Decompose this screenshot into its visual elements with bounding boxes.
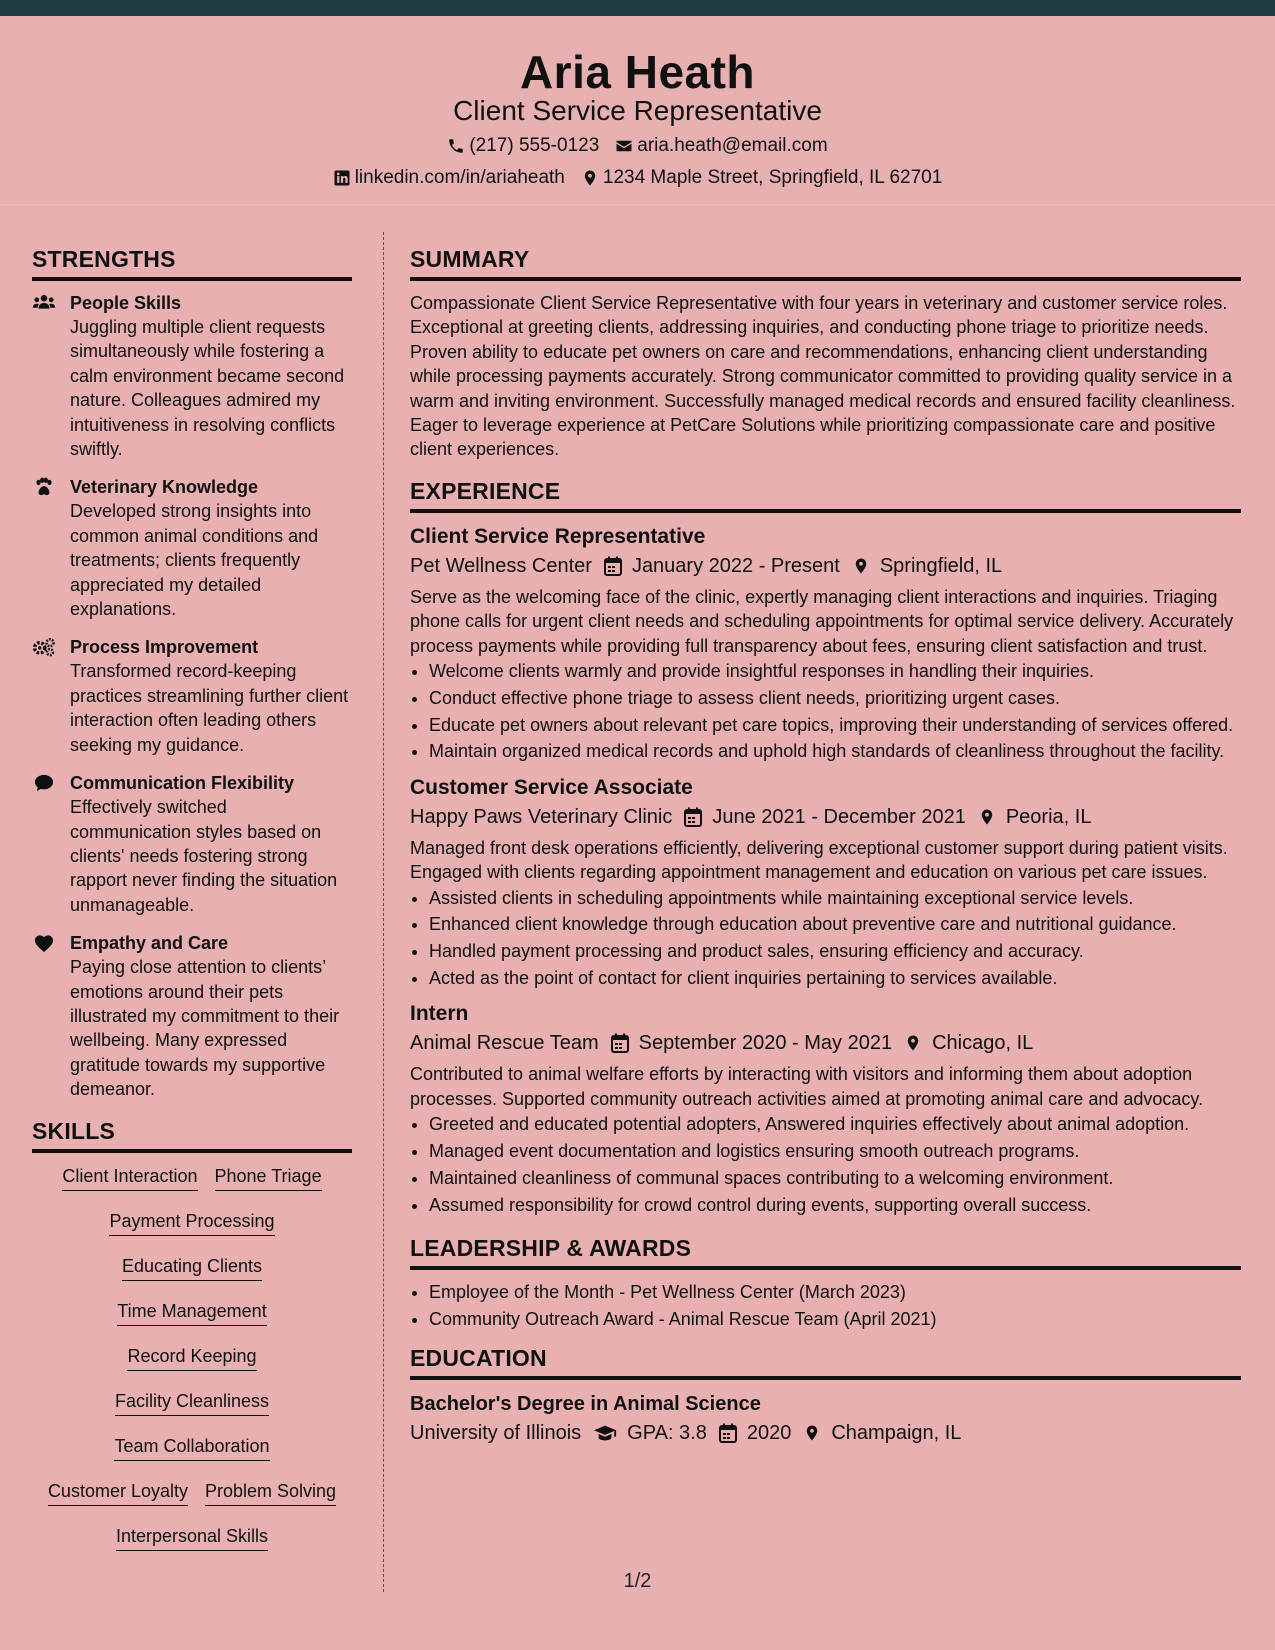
job-entry xyxy=(410,523,1241,764)
job-description: Serve as the welcoming face of the clinic, expertly managing client interactions and inquiries. Triaging phone calls for urgent client needs and scheduling appointments for optimal service delivery. Accurately process payments while providing full transparency about fees, ensuring client satisfaction and trust. xyxy=(410,586,1234,656)
job-bullet: • Assisted clients in scheduling appointments while maintaining exceptional service levels. xyxy=(429,886,1241,910)
education-meta xyxy=(410,1418,1241,1448)
strength-item xyxy=(32,475,352,621)
skill-tag: Interpersonal Skills xyxy=(116,1523,268,1551)
job-title: Customer Service Associate xyxy=(410,775,693,799)
map-pin-icon xyxy=(581,169,599,187)
job-bullets xyxy=(410,886,1241,991)
job-bullet: • Maintain organized medical records and uphold high standards of cleanliness throughout the facility. xyxy=(429,739,1241,763)
school-name: University of Illinois xyxy=(410,1422,582,1445)
job-bullet: • Assumed responsibility for crowd control during events, supporting overall success. xyxy=(429,1193,1241,1217)
strength-description: Effectively switched communication styles based on clients' needs fostering strong rapport never finding the situation unmanageable. xyxy=(70,797,338,915)
strength-description: Transformed record-keeping practices streamlining further client interaction often leading others seeking my guidance. xyxy=(70,661,349,755)
job-title: Intern xyxy=(410,1002,469,1026)
job-bullet: • Educate pet owners about relevant pet care topics, improving their understanding of services offered. xyxy=(429,713,1241,737)
job-company: Happy Paws Veterinary Clinic xyxy=(410,805,673,828)
job-title: Client Service Representative xyxy=(410,524,706,548)
degree-title: Bachelor's Degree in Animal Science xyxy=(410,1393,761,1416)
email-contact[interactable] xyxy=(615,134,827,158)
address-text: 1234 Maple Street, Springfield, IL 62701 xyxy=(602,167,943,188)
job-company: Animal Rescue Team xyxy=(410,1032,599,1055)
candidate-role: Client Service Representative xyxy=(453,95,822,126)
strength-item xyxy=(32,291,352,461)
linkedin-text: linkedin.com/in/ariaheath xyxy=(354,167,565,188)
envelope-icon xyxy=(615,137,633,155)
strengths-heading: STRENGTHS xyxy=(32,244,352,281)
map-pin-icon xyxy=(803,1423,821,1443)
job-bullet: • Welcome clients warmly and provide insightful responses in handling their inquiries. xyxy=(429,659,1241,683)
phone-contact xyxy=(447,134,599,158)
skill-tag: Client Interaction xyxy=(62,1163,197,1191)
job-description: Managed front desk operations efficiently, delivering exceptional customer support during patient visits. Engaged with clients regarding appointment management and education on various pet care issues. xyxy=(410,837,1228,883)
skill-tag: Customer Loyalty xyxy=(48,1478,188,1506)
users-icon xyxy=(32,293,56,313)
job-dates: January 2022 - Present xyxy=(631,554,840,577)
calendar-icon xyxy=(719,1423,737,1443)
skills-list xyxy=(32,1163,352,1568)
job-bullet: • Maintained cleanliness of communal spaces contributing to a welcoming environment. xyxy=(429,1166,1241,1190)
skill-tag: Facility Cleanliness xyxy=(115,1388,269,1416)
resume-header xyxy=(0,16,1275,205)
phone-text: (217) 555-0123 xyxy=(469,135,600,156)
awards-heading: LEADERSHIP & AWARDS xyxy=(410,1233,1241,1270)
skill-tag: Phone Triage xyxy=(215,1163,322,1191)
job-bullet: • Enhanced client knowledge through education about preventive care and nutritional guidance. xyxy=(429,912,1241,936)
column-divider xyxy=(383,232,384,1592)
strength-title: Empathy and Care xyxy=(70,933,229,954)
summary-heading: SUMMARY xyxy=(410,244,1241,281)
awards-list xyxy=(410,1280,1241,1331)
strength-item xyxy=(32,771,352,917)
experience-heading: EXPERIENCE xyxy=(410,476,1241,513)
job-bullet: • Conduct effective phone triage to assess client needs, prioritizing urgent cases. xyxy=(429,686,1241,710)
graduation-cap-icon xyxy=(593,1423,617,1443)
contact-row-1 xyxy=(0,134,1275,158)
education-location: Champaign, IL xyxy=(831,1422,962,1445)
job-location: Springfield, IL xyxy=(879,554,1003,577)
strength-item xyxy=(32,931,352,1101)
strength-title: People Skills xyxy=(70,293,182,313)
skill-tag: Educating Clients xyxy=(122,1253,262,1281)
calendar-icon xyxy=(684,807,702,827)
job-meta xyxy=(410,1028,1241,1058)
strength-description: Paying close attention to clients’ emotions around their pets illustrated my commitment to their wellbeing. Many expressed gratitude towards my supportive demeanor. xyxy=(70,957,340,1100)
gears-icon xyxy=(32,637,56,657)
address-contact xyxy=(581,166,942,190)
job-location: Peoria, IL xyxy=(1005,805,1092,828)
phone-icon xyxy=(447,137,465,155)
job-bullets xyxy=(410,1112,1241,1217)
job-bullet: • Greeted and educated potential adopters, Answered inquiries effectively about animal adoption. xyxy=(429,1112,1241,1136)
job-location: Chicago, IL xyxy=(932,1032,1034,1055)
map-pin-icon xyxy=(904,1033,922,1053)
skill-tag: Record Keeping xyxy=(127,1343,256,1371)
linkedin-icon xyxy=(333,169,351,187)
right-column xyxy=(410,244,1241,1452)
strength-title: Communication Flexibility xyxy=(70,773,295,794)
page-number: 1/2 xyxy=(623,1570,652,1592)
calendar-icon xyxy=(604,556,622,576)
job-bullet: • Acted as the point of contact for client inquiries pertaining to services available. xyxy=(429,966,1241,990)
education-gpa: GPA: 3.8 xyxy=(627,1422,707,1445)
education-year: 2020 xyxy=(746,1422,792,1445)
strength-description: Developed strong insights into common animal conditions and treatments; clients frequently appreciated my detailed explanations. xyxy=(70,501,319,620)
candidate-name: Aria Heath xyxy=(519,46,756,98)
award-item: • Employee of the Month - Pet Wellness Center (March 2023) xyxy=(429,1280,1241,1304)
job-bullet: • Handled payment processing and product sales, ensuring efficiency and accuracy. xyxy=(429,939,1241,963)
calendar-icon xyxy=(611,1033,629,1053)
strength-description: Juggling multiple client requests simultaneously while fostering a calm environment became second nature. Colleagues admired my intuitiveness in resolving conflicts swiftly. xyxy=(70,317,345,460)
heart-icon xyxy=(32,933,56,953)
skills-heading: SKILLS xyxy=(32,1116,352,1153)
paw-icon xyxy=(32,477,56,497)
comment-icon xyxy=(32,773,56,793)
job-meta xyxy=(410,551,1241,581)
strength-title: Process Improvement xyxy=(70,637,259,658)
skill-tag: Problem Solving xyxy=(205,1478,336,1506)
job-entry xyxy=(410,774,1241,991)
job-meta xyxy=(410,802,1241,832)
map-pin-icon xyxy=(852,556,870,576)
job-description: Contributed to animal welfare efforts by interacting with visitors and informing them about adoption processes. Supported community outreach activities aimed at promoting animal care and advocacy. xyxy=(410,1064,1204,1109)
map-pin-icon xyxy=(978,807,996,827)
job-dates: June 2021 - December 2021 xyxy=(712,805,966,828)
strength-title: Veterinary Knowledge xyxy=(70,477,259,498)
job-bullets xyxy=(410,659,1241,764)
job-entry xyxy=(410,1000,1241,1217)
left-column xyxy=(32,244,352,1568)
skill-tag: Time Management xyxy=(117,1298,266,1326)
skill-tag: Team Collaboration xyxy=(114,1433,269,1461)
email-text: aria.heath@email.com xyxy=(637,135,828,156)
skill-tag: Payment Processing xyxy=(109,1208,274,1236)
job-bullet: • Managed event documentation and logistics ensuring smooth outreach programs. xyxy=(429,1139,1241,1163)
summary-text: Compassionate Client Service Representative with four years in veterinary and customer service roles. Exceptional at greeting clients, addressing inquiries, and conducting phone triage to prioritize needs. Proven ability to educate pet owners on care and recommendations, enhancing client understanding while processing payments accurately. Strong communicator committed to providing quality service in a warm and inviting environment. Successfully managed medical records and ensured facility cleanliness. Eager to leverage experience at PetCare Solutions while prioritizing compassionate care and positive client experiences. xyxy=(410,293,1236,460)
contact-row-2 xyxy=(0,166,1275,190)
linkedin-contact[interactable] xyxy=(333,166,565,190)
strength-item xyxy=(32,635,352,757)
award-item: • Community Outreach Award - Animal Rescue Team (April 2021) xyxy=(429,1307,1241,1331)
top-accent-bar xyxy=(0,0,1275,16)
job-company: Pet Wellness Center xyxy=(410,554,592,577)
education-heading: EDUCATION xyxy=(410,1343,1241,1380)
job-dates: September 2020 - May 2021 xyxy=(638,1032,893,1055)
